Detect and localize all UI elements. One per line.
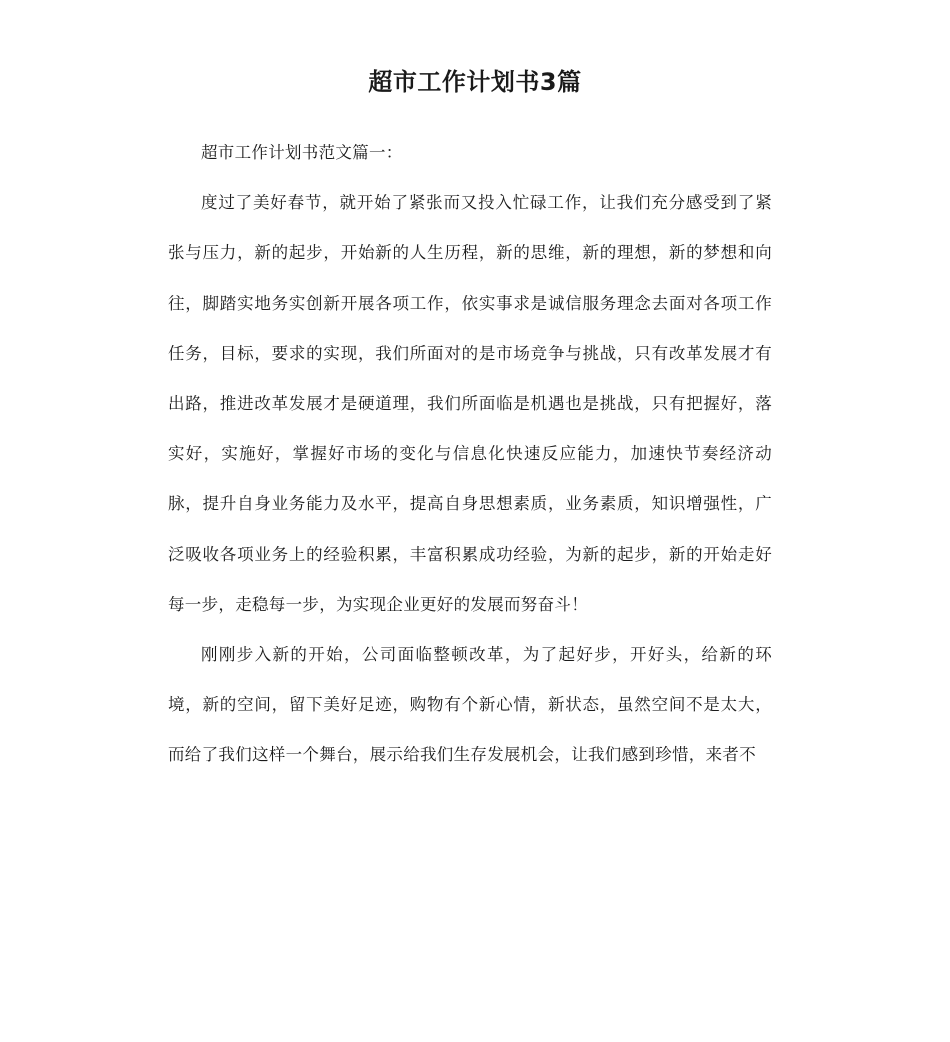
document-title: 超市工作计划书3篇 <box>368 68 582 96</box>
paragraph-2: 刚刚步入新的开始，公司面临整顿改革，为了起好步，开好头，给新的环境，新的空间，留下美好足迹，购物有个新心情，新状态，虽然空间不是太大，而给了我们这样一个舞台，展示给我们生存发展机会，让我们感到珍惜，来者不 <box>168 645 772 765</box>
paragraph-1: 度过了美好春节，就开始了紧张而又投入忙碌工作，让我们充分感受到了紧张与压力，新的起步，开始新的人生历程，新的思维，新的理想，新的梦想和向往，脚踏实地务实创新开展各项工作，依实事求是诚信服务理念去面对各项工作任务，目标，要求的实现，我们所面对的是市场竞争与挑战，只有改革发展才有出路，推进改革发展才是硬道理，我们所面临是机遇也是挑战，只有把握好，落实好，实施好，掌握好市场的变化与信息化快速反应能力，加速快节奏经济动脉，提升自身业务能力及水平，提高自身思想素质，业务素质，知识增强性，广泛吸收各项业务上的经验积累，丰富积累成功经验，为新的起步，新的开始走好每一步，走稳每一步，为实现企业更好的发展而努奋斗！ <box>168 193 772 614</box>
document-body <box>168 128 772 781</box>
section-heading: 超市工作计划书范文篇一： <box>201 143 403 162</box>
